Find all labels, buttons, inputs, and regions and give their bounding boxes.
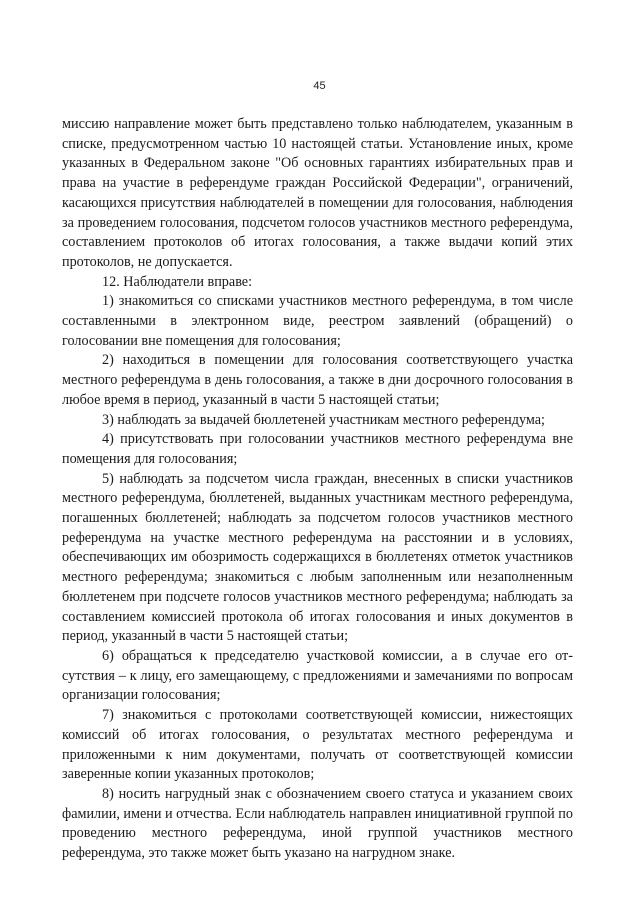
paragraph-item-6: 6) обращаться к председателю участковой комиссии, а в случае его отсутствия – к лицу, его замещающему, с предложениями и замечаниями по вопросам организации голосования; [62,647,573,704]
paragraph-item-1: 1) знакомиться со списками участников местного референдума, в том числе составленными в электронном виде, реестром заявлений (обращений) о голосовании вне помещения для голосования; [62,293,573,349]
paragraph-item-4: 4) присутствовать при голосовании участников местного референдума вне помещения для голосования; [62,431,573,467]
document-body [62,115,573,864]
paragraph-item-7: 7) знакомиться с протоколами соответствующей комиссии, нижестоящих комиссий об итогах голосования, о результатах местного референдума и приложенными к ним документами, получать от соответствующей комиссии заверенные копии указанных протоколов; [62,707,573,783]
paragraph-item-8: 8) носить нагрудный знак с обозначением своего статуса и указанием своих фамилии, имени и отчества. Если наблюдатель направлен инициативной группой по проведению местного референдума, иной группой участников местного референдума, это также может быть указано на нагрудном знаке. [62,785,573,862]
paragraph-item-5: 5) наблюдать за подсчетом числа граждан, внесенных в списки участников местного референдума, бюллетеней, выданных участникам местного референдума, погашенных бюллетеней; наблюдать за подсчетом голосов участников местного референдума на участке местного референдума на расстоянии и в условиях, обеспечивающих им обозримость содержащихся в бюллетенях отметок участников местного референдума; знакомиться с любым заполненным или незаполненным бюллетенем при подсчете голосов участников местного референдума; наблюдать за составлением комиссией протокола об итогах голосования и иных документов в период, указанный в части 5 настоящей статьи; [62,470,573,645]
paragraph-item-3: 3) наблюдать за выдачей бюллетеней участникам местного референдума; [102,411,545,428]
paragraph-section-12: 12. Наблюдатели вправе: [102,273,253,290]
paragraph-item-2: 2) находиться в помещении для голосования соответствующего участка местного референдума в день голосования, а также в дни досрочного голосования в любое время в период, указанный в части 5 настоящей статьи; [62,352,573,408]
page-number: 45 [313,80,326,92]
paragraph-continuation: миссию направление может быть представлено только наблюдателем, указанным в списке, предусмотренном частью 10 настоящей статьи. Установление иных, кроме указанных в Федеральном законе "Об основных гарантиях избирательных прав и права на участие в референдуме граждан Российской Федерации", ограничений, касающихся присутствия наблюдателей в помещении для голосования, наблюдения за проведением голосования, подсчетом голосов участников местного референдума, составлением протоколов об итогах голосования, а также выдачи копий этих протоколов, не допускается. [62,116,573,270]
